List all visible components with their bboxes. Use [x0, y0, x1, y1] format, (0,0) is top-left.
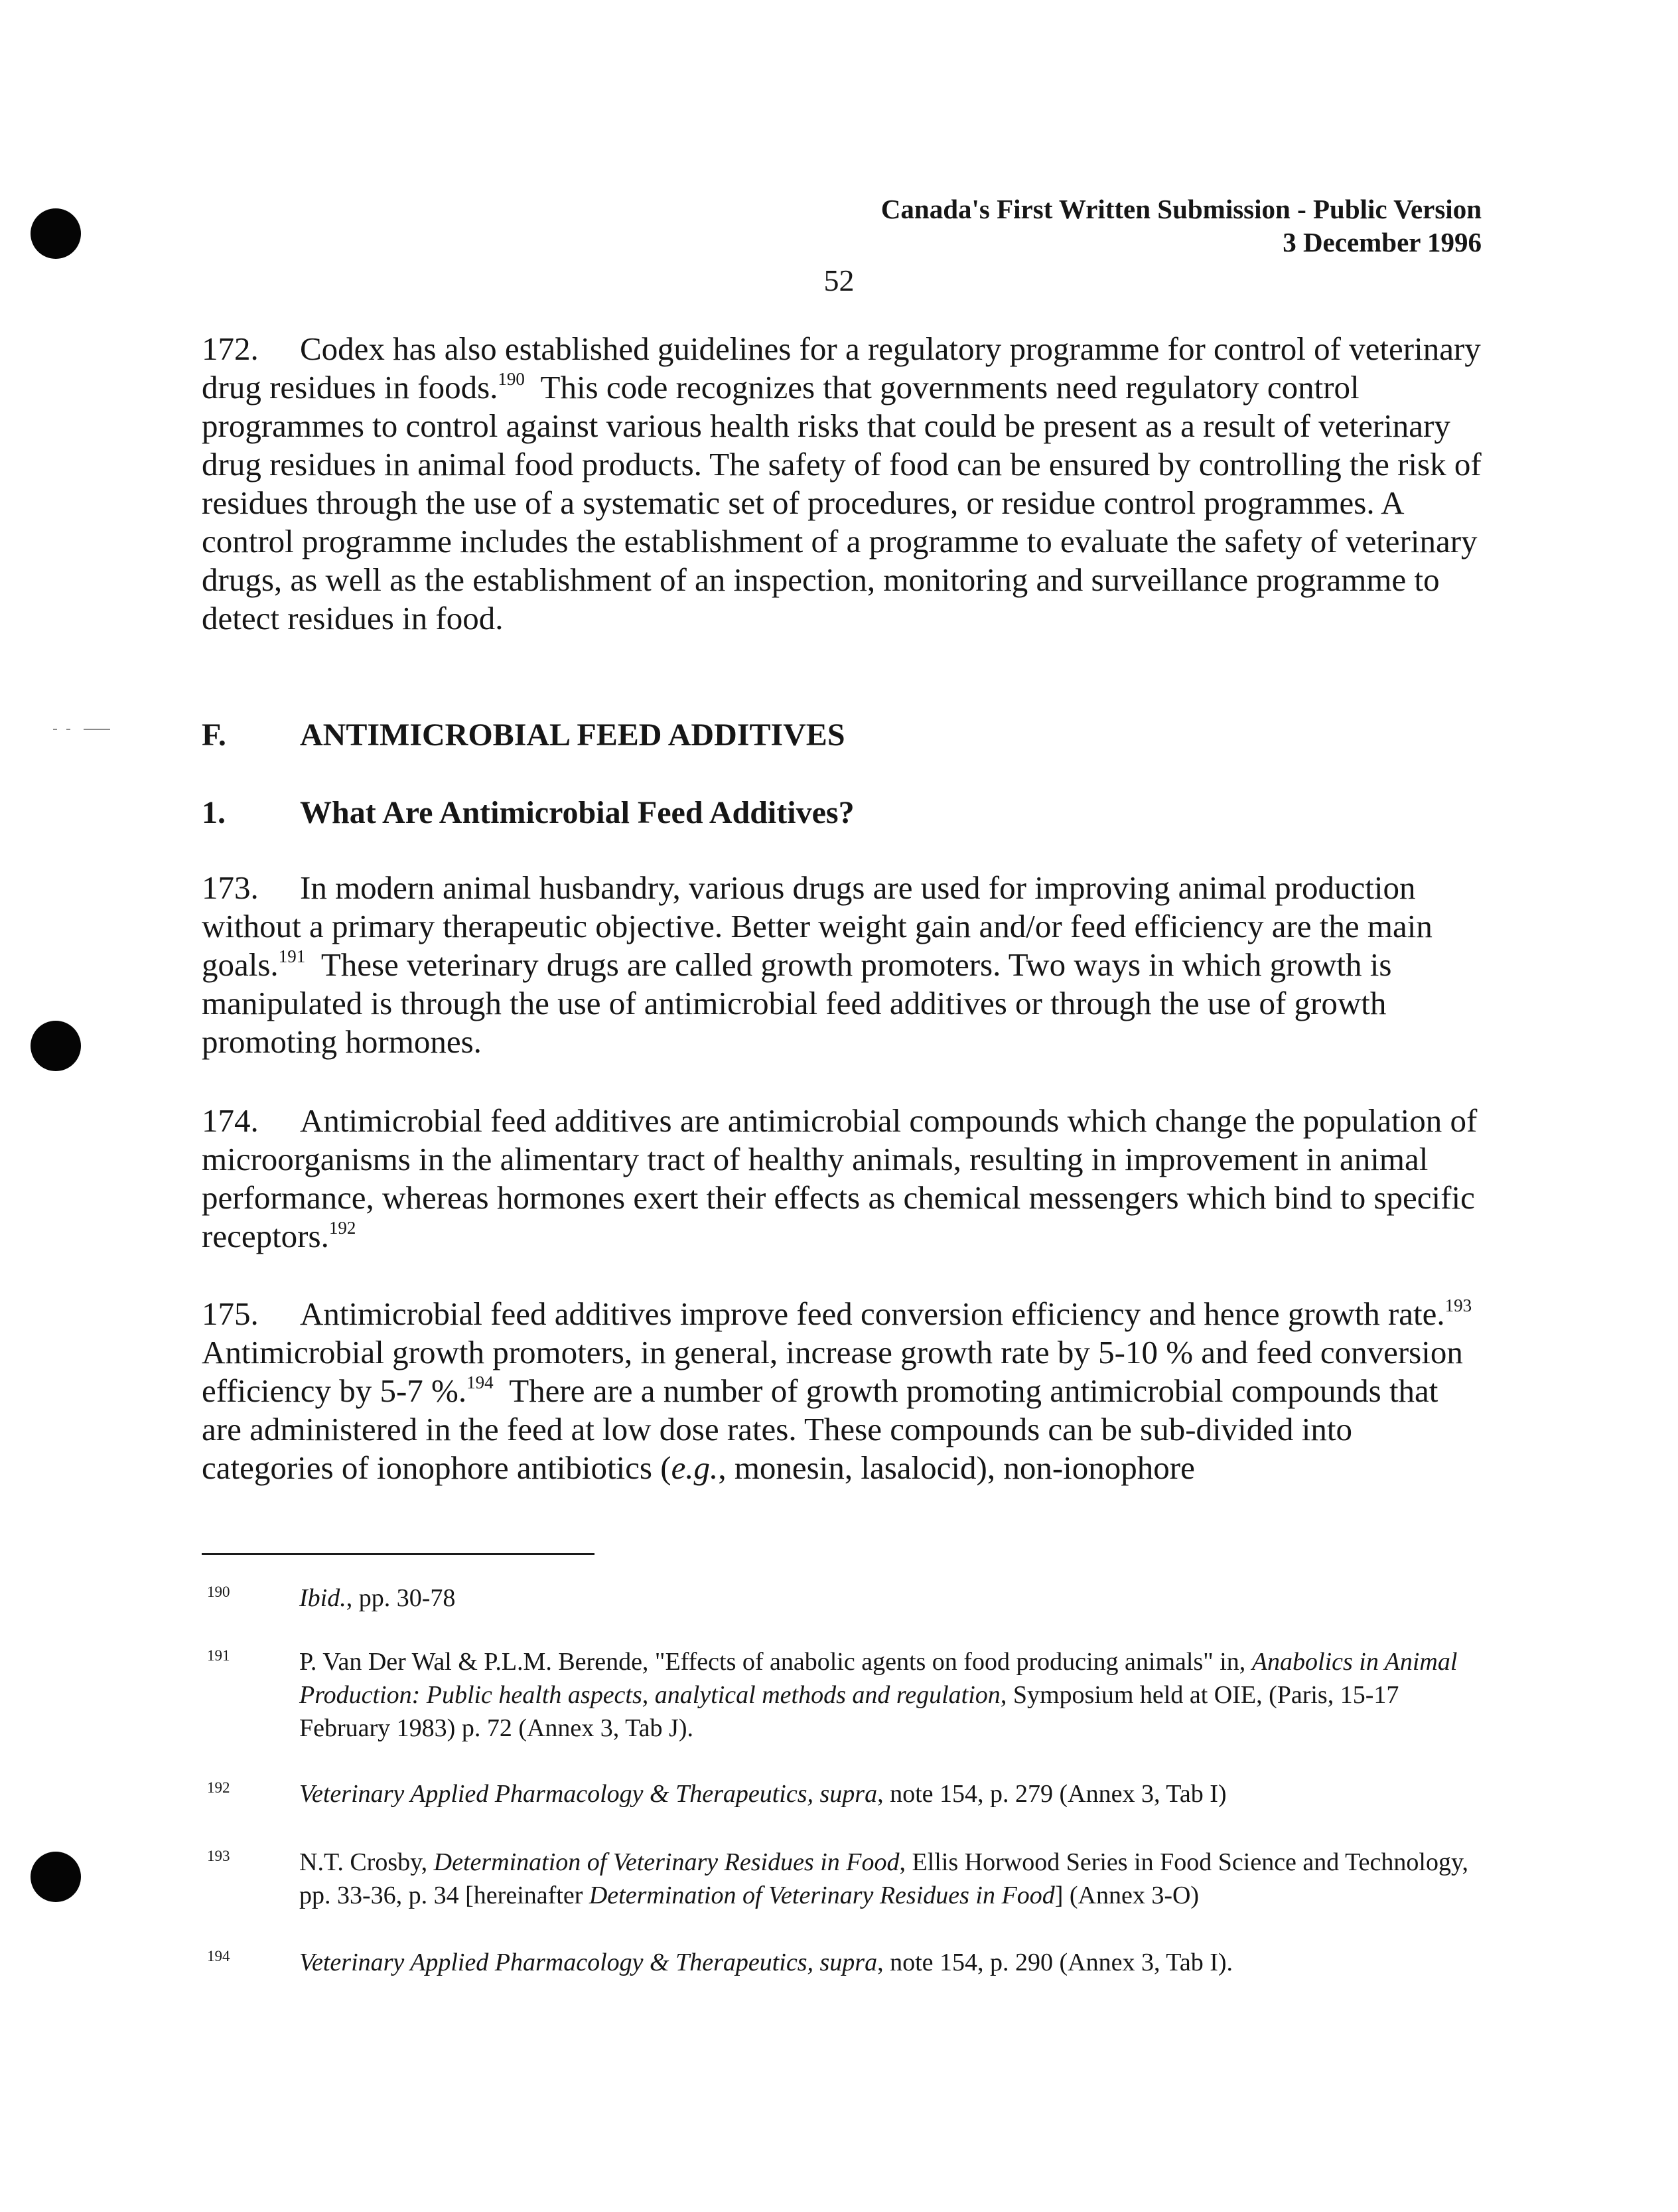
- paragraph-text: In modern animal husbandry, various drugs are used for improving animal production without a primary therapeutic objective. Better weight gain and/or feed efficiency are the main goals.: [202, 869, 1433, 983]
- paragraph-text: This code recognizes that governments need regulatory control programmes to control against various health risks that could be present as a result of veterinary drug residues in animal food products. The safety of food can be ensured by controlling the risk of residues through the use of a systematic set of procedures, or residue control programmes. A control programme includes the establishment of a programme to evaluate the safety of veterinary drugs, as well as the establishment of an inspection, monitoring and surveillance programme to detect residues in food.: [202, 369, 1482, 636]
- paragraph-173: [202, 869, 1486, 1061]
- paragraph-text: There are a number of growth promoting antimicrobial compounds that are administered in the feed at low dose rates. These compounds can be sub-divided into categories of ionophore antibiotics (: [202, 1372, 1438, 1486]
- punch-hole-middle: [31, 1021, 81, 1071]
- footnote-ref: 194: [466, 1372, 494, 1392]
- page-number: 52: [823, 263, 855, 297]
- punch-hole-bottom: [31, 1852, 81, 1902]
- footnote-191: [207, 1645, 1494, 1745]
- running-header: [881, 192, 1482, 259]
- footnote-ref: 192: [328, 1218, 356, 1238]
- footnote-ref: 190: [498, 369, 525, 389]
- footnote-192: [207, 1777, 1494, 1810]
- footnote-ref: 193: [1444, 1295, 1472, 1315]
- footnote-190: [207, 1582, 1494, 1615]
- footnote-text: Veterinary Applied Pharmacology & Therapeutics, supra, note 154, p. 279 (Annex 3, Tab I): [299, 1780, 1227, 1808]
- subsection-number: 1.: [202, 795, 226, 830]
- header-title: Canada's First Written Submission - Public Version: [880, 194, 1482, 224]
- paragraph-174: [202, 1102, 1486, 1256]
- paragraph-text: , monesin, lasalocid), non-ionophore: [718, 1449, 1195, 1486]
- footnote-193: [207, 1846, 1494, 1912]
- footnote-ref: 191: [278, 946, 306, 966]
- paragraph-number: 173.: [202, 869, 259, 906]
- footnote-number: 194: [207, 1948, 230, 1964]
- footnote-separator: [202, 1553, 594, 1555]
- scan-mark: [53, 729, 57, 730]
- paragraph-number: 172.: [202, 331, 259, 367]
- footnote-number: 192: [207, 1779, 230, 1796]
- scan-mark: [66, 729, 70, 730]
- footnote-text: N.T. Crosby, Determination of Veterinary Residues in Food, Ellis Horwood Series in Food Science and Technology, pp. 33-36, p. 34 [hereinafter Determination of Veterinary Residues in Food] (Annex 3-O): [299, 1848, 1468, 1909]
- paragraph-text: Antimicrobial growth promoters, in general, increase growth rate by 5-10 % and feed conversion efficiency by 5-7 %.: [202, 1334, 1463, 1409]
- subsection-heading: [202, 794, 855, 831]
- footnote-194: [207, 1946, 1494, 1979]
- section-number: F.: [202, 717, 226, 753]
- paragraph-number: 175.: [202, 1295, 259, 1332]
- footnote-number: 193: [207, 1848, 230, 1864]
- paragraph-text: Antimicrobial feed additives improve feed conversion efficiency and hence growth rate.: [300, 1295, 1445, 1332]
- italic-abbrev: e.g.: [671, 1449, 719, 1486]
- section-title: ANTIMICROBIAL FEED ADDITIVES: [300, 717, 845, 753]
- header-date: 3 December 1996: [1283, 227, 1482, 258]
- paragraph-text: These veterinary drugs are called growth promoters. Two ways in which growth is manipulated is through the use of antimicrobial feed additives or through the use of growth promoting hormones.: [202, 946, 1392, 1060]
- paragraph-text: Antimicrobial feed additives are antimicrobial compounds which change the population of microorganisms in the alimentary tract of healthy animals, resulting in improvement in animal performance, whereas hormones exert their effects as chemical messengers which bind to specific receptors.: [202, 1102, 1478, 1254]
- subsection-title: What Are Antimicrobial Feed Additives?: [300, 795, 855, 830]
- section-heading: [202, 717, 845, 753]
- paragraph-text: Codex has also established guidelines for a regulatory programme for control of veterinary drug residues in foods.: [202, 331, 1481, 406]
- footnote-number: 190: [207, 1584, 230, 1600]
- footnote-text: Ibid., pp. 30-78: [299, 1584, 456, 1612]
- punch-hole-top: [31, 208, 81, 259]
- footnote-number: 191: [207, 1647, 230, 1664]
- paragraph-172: [202, 330, 1486, 638]
- paragraph-175: [202, 1295, 1486, 1487]
- paragraph-number: 174.: [202, 1102, 259, 1139]
- scan-mark: [84, 729, 110, 730]
- footnote-text: Veterinary Applied Pharmacology & Therapeutics, supra, note 154, p. 290 (Annex 3, Tab I).: [299, 1949, 1233, 1976]
- footnote-text: P. Van Der Wal & P.L.M. Berende, "Effects of anabolic agents on food producing animals" in, Anabolics in Animal Production: Public health aspects, analytical methods and regulation, Symposium held at OIE, (Paris, 15-17 February 1983) p. 72 (Annex 3, Tab J).: [299, 1648, 1458, 1742]
